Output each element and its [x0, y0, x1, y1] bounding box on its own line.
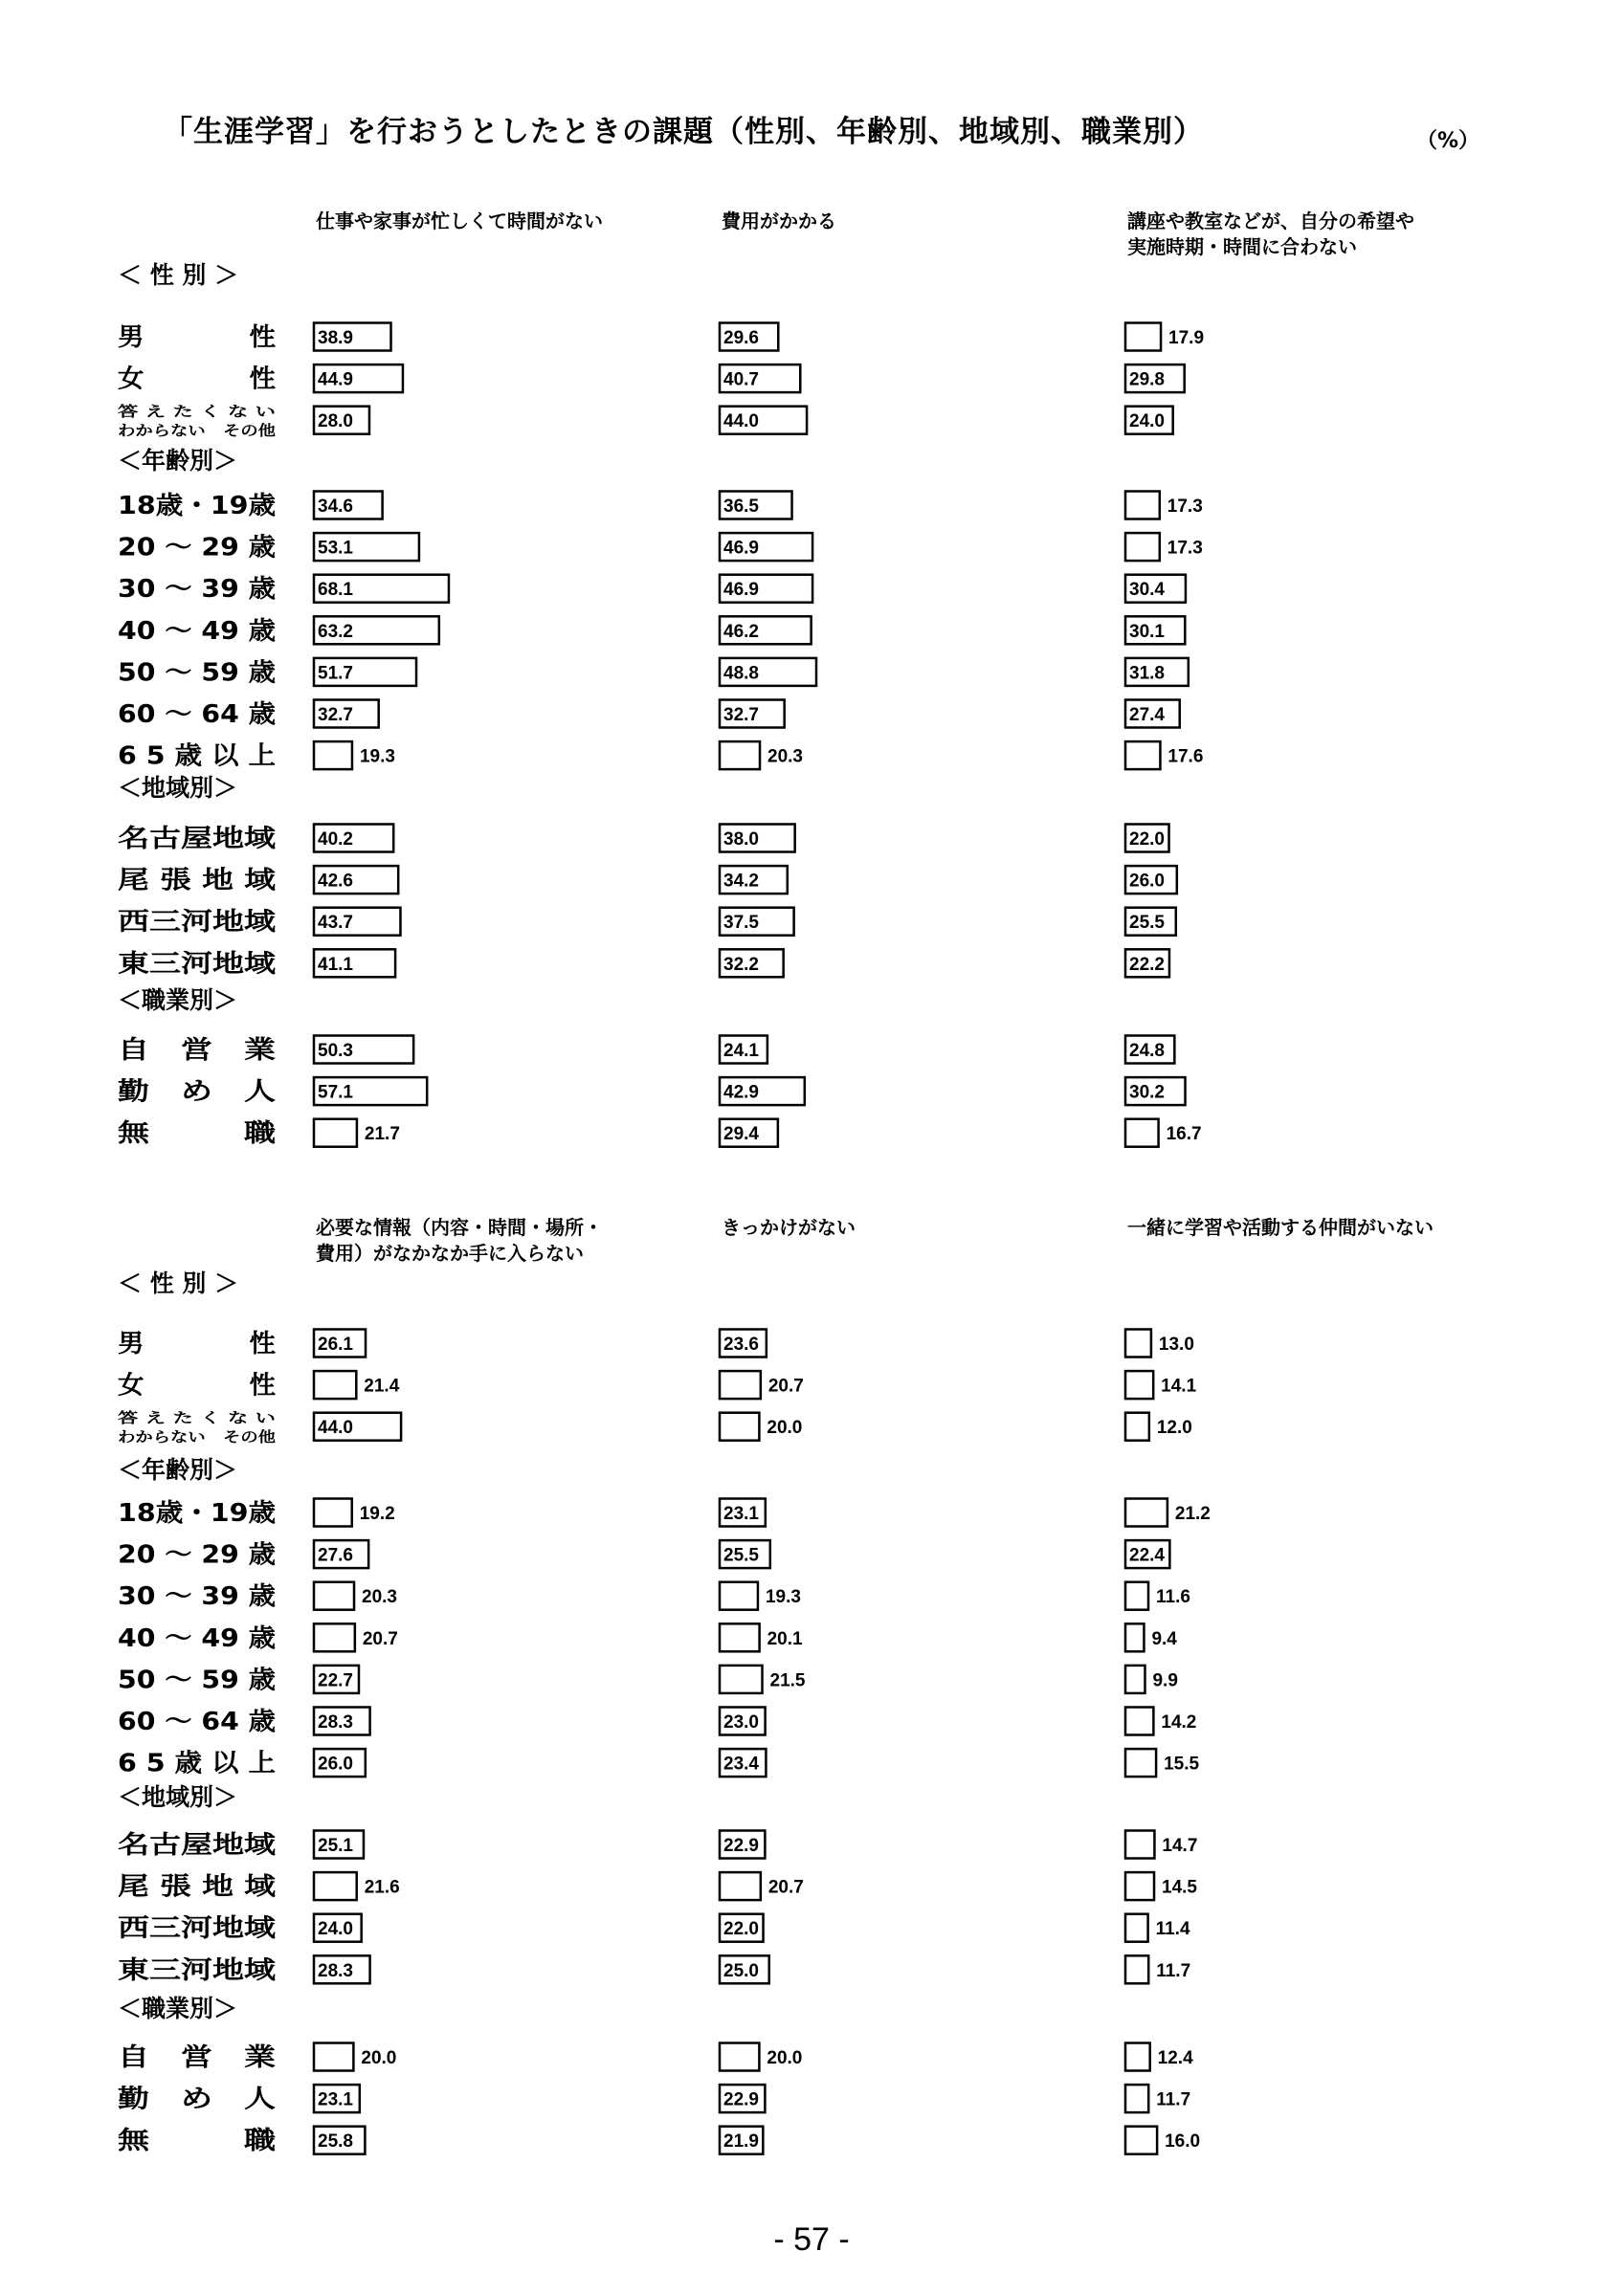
row-label: 東三河地域 [118, 949, 278, 979]
data-label: 23.0 [723, 1712, 759, 1733]
data-label: 11.7 [1156, 1960, 1191, 1981]
data-label: 29.6 [723, 328, 759, 348]
data-label: 29.4 [723, 1124, 759, 1145]
bar [314, 1623, 355, 1651]
row-label: 答 え た く な い [118, 403, 276, 421]
data-label: 43.7 [318, 913, 353, 934]
data-label: 57.1 [318, 1082, 353, 1103]
bar [1125, 1582, 1148, 1610]
bar [1125, 2127, 1157, 2154]
data-label: 24.1 [723, 1041, 759, 1061]
row-label: 60 ～ 64 歳 [118, 1708, 276, 1736]
row-label: 男 性 [118, 323, 276, 352]
data-label: 44.0 [723, 411, 759, 432]
bar [1125, 1499, 1167, 1527]
row-label: 尾 張 地 域 [118, 866, 278, 895]
group-label: ＜年齢別＞ [118, 447, 238, 475]
bar [720, 2043, 759, 2071]
data-label: 48.8 [723, 663, 759, 684]
bar [1125, 1914, 1148, 1942]
data-label: 63.2 [318, 621, 353, 642]
data-label: 22.4 [1129, 1545, 1165, 1566]
row-label: 50 ～ 59 歳 [118, 1666, 276, 1695]
row-label: 答 え た く な い [118, 1409, 276, 1427]
group-label: ＜職業別＞ [118, 986, 238, 1014]
group-label: ＜ 性 別 ＞ [118, 261, 239, 289]
data-label: 37.5 [723, 913, 759, 934]
bar [314, 1499, 352, 1527]
data-label: 21.9 [723, 2131, 759, 2152]
data-label: 17.3 [1167, 538, 1203, 559]
data-label: 12.0 [1156, 1418, 1192, 1439]
data-label: 38.9 [318, 328, 353, 348]
data-label: 19.3 [359, 746, 395, 767]
bar [1125, 1955, 1148, 1983]
data-label: 14.2 [1161, 1712, 1197, 1733]
data-label: 53.1 [318, 538, 353, 559]
row-label: 女 性 [118, 1371, 276, 1401]
data-label: 25.5 [1129, 913, 1165, 934]
column-title: 実施時期・時間に合わない [1127, 235, 1357, 258]
row-label: 18歳・19歳 [118, 492, 276, 520]
group-label: ＜地域別＞ [118, 774, 238, 802]
row-label: 30 ～ 39 歳 [118, 575, 276, 605]
data-label: 25.5 [723, 1545, 759, 1566]
row-label: 6 5 歳 以 上 [118, 741, 276, 771]
group-label: ＜地域別＞ [118, 1783, 238, 1811]
data-label: 27.6 [318, 1545, 353, 1566]
row-label: 20 ～ 29 歳 [118, 533, 276, 563]
data-label: 20.1 [767, 1628, 803, 1649]
bar [1125, 1330, 1151, 1358]
data-label: 24.0 [318, 1919, 353, 1940]
bar [1125, 1623, 1144, 1651]
data-label: 34.2 [723, 871, 759, 892]
data-label: 41.1 [318, 954, 353, 975]
bar [720, 1872, 761, 1900]
row-label: わからない その他 [118, 422, 276, 440]
data-label: 23.1 [723, 1504, 759, 1524]
bar [314, 741, 352, 769]
data-label: 29.8 [1129, 369, 1165, 390]
data-label: 23.6 [723, 1335, 759, 1355]
row-label: 勤 め 人 [118, 2085, 276, 2114]
bar [720, 741, 760, 769]
data-label: 25.1 [318, 1836, 353, 1856]
column-title: 一緒に学習や活動する仲間がいない [1127, 1216, 1434, 1239]
data-label: 30.1 [1129, 621, 1165, 642]
data-label: 19.3 [765, 1587, 801, 1608]
data-label: 28.3 [318, 1960, 353, 1981]
bar [1125, 741, 1160, 769]
row-label: 名古屋地域 [118, 1831, 278, 1860]
data-label: 17.3 [1167, 497, 1203, 517]
data-label: 28.3 [318, 1712, 353, 1733]
row-label: 自 営 業 [118, 2043, 276, 2072]
data-label: 26.0 [318, 1754, 353, 1775]
bar [720, 1623, 760, 1651]
row-label: 40 ～ 49 歳 [118, 616, 276, 646]
data-label: 50.3 [318, 1041, 353, 1061]
row-label: 無 職 [118, 2127, 243, 2156]
data-label: 31.8 [1129, 663, 1165, 684]
data-label: 32.2 [723, 954, 759, 975]
row-label: 男 性 [118, 1330, 276, 1358]
data-label: 21.5 [769, 1670, 806, 1691]
row-label: 西三河地域 [118, 1914, 278, 1944]
bar [1125, 1708, 1153, 1735]
data-label: 22.9 [723, 1836, 759, 1856]
data-label: 11.6 [1156, 1587, 1190, 1608]
data-label: 21.4 [364, 1376, 400, 1397]
row-label: 自 営 業 [118, 1036, 276, 1065]
row-label: 50 ～ 59 歳 [118, 658, 276, 688]
data-label: 32.7 [318, 705, 353, 725]
unit-label: （%） [1416, 129, 1480, 153]
data-label: 24.8 [1129, 1041, 1165, 1061]
bar [1125, 1413, 1149, 1441]
bar [720, 1582, 758, 1610]
data-label: 14.5 [1162, 1877, 1197, 1898]
bar [1125, 492, 1160, 519]
data-label: 34.6 [318, 497, 353, 517]
data-label: 21.7 [364, 1124, 400, 1145]
row-label: 尾 張 地 域 [118, 1872, 278, 1902]
page-title: 「生涯学習」を行おうとしたときの課題（性別、年齢別、地域別、職業別） [163, 115, 1204, 149]
data-label: 46.9 [723, 538, 759, 559]
data-label: 25.8 [318, 2131, 353, 2152]
data-label: 20.0 [361, 2048, 397, 2068]
data-label: 27.4 [1129, 705, 1165, 725]
row-label: わからない その他 [118, 1428, 276, 1446]
bar [720, 1413, 759, 1441]
data-label: 20.7 [362, 1628, 398, 1649]
column-title: 講座や教室などが、自分の希望や [1127, 210, 1414, 232]
group-label: ＜ 性 別 ＞ [118, 1269, 239, 1297]
data-label: 23.1 [318, 2089, 353, 2110]
data-label: 26.0 [1129, 871, 1165, 892]
data-label: 42.9 [723, 1082, 759, 1103]
data-label: 30.2 [1129, 1082, 1165, 1103]
bar [1125, 1749, 1156, 1777]
bar [314, 1119, 357, 1147]
data-label: 20.7 [767, 1376, 804, 1397]
row-label: 西三河地域 [118, 908, 278, 938]
data-label: 68.1 [318, 580, 353, 601]
bar [1125, 1831, 1154, 1859]
data-label: 51.7 [318, 663, 353, 684]
data-label: 20.3 [767, 746, 804, 767]
data-label: 21.6 [364, 1877, 400, 1898]
data-label: 46.2 [723, 621, 759, 642]
page-number: - 57 - [773, 2221, 850, 2258]
data-label: 40.7 [723, 369, 759, 390]
data-label: 9.9 [1152, 1670, 1178, 1691]
row-label: 60 ～ 64 歳 [118, 700, 276, 729]
row-label: 東三河地域 [118, 1955, 278, 1985]
data-label: 28.0 [318, 411, 353, 432]
data-label: 44.0 [318, 1418, 353, 1439]
bar [1125, 2043, 1150, 2071]
row-label: 無 職 [118, 1119, 243, 1149]
row-label: 6 5 歳 以 上 [118, 1749, 276, 1778]
column-title: きっかけがない [722, 1216, 856, 1239]
column-title: 費用）がなかなか手に入らない [316, 1242, 584, 1265]
bar [1125, 1371, 1153, 1399]
bar [720, 1371, 761, 1399]
row-label: 40 ～ 49 歳 [118, 1623, 276, 1653]
data-label: 30.4 [1129, 580, 1165, 601]
bar [1125, 1872, 1154, 1900]
data-label: 13.0 [1158, 1335, 1194, 1355]
data-label: 19.2 [359, 1504, 395, 1524]
data-label: 12.4 [1157, 2048, 1193, 2068]
data-label: 23.4 [723, 1754, 759, 1775]
column-title: 費用がかかる [722, 210, 836, 232]
data-label: 22.0 [1129, 829, 1165, 850]
row-label: 名古屋地域 [118, 825, 278, 853]
group-label: ＜年齢別＞ [118, 1456, 238, 1484]
data-label: 38.0 [723, 829, 759, 850]
data-label: 22.2 [1129, 954, 1165, 975]
column-title: 仕事や家事が忙しくて時間がない [316, 210, 603, 232]
row-label: 女 性 [118, 364, 276, 394]
bar [1125, 1666, 1145, 1693]
bar [1125, 2085, 1148, 2112]
row-label: 20 ～ 29 歳 [118, 1540, 276, 1570]
data-label: 15.5 [1164, 1754, 1200, 1775]
row-label: 勤 め 人 [118, 1077, 276, 1107]
data-label: 22.9 [723, 2089, 759, 2110]
data-label: 9.4 [1151, 1628, 1177, 1649]
row-label: 18歳・19歳 [118, 1499, 276, 1528]
data-label: 44.9 [318, 369, 353, 390]
data-label: 14.7 [1162, 1836, 1198, 1856]
bar [314, 1371, 356, 1399]
data-label: 42.6 [318, 871, 353, 892]
data-label: 11.7 [1156, 2089, 1191, 2110]
data-label: 16.7 [1166, 1124, 1202, 1145]
data-label: 20.7 [767, 1877, 804, 1898]
data-label: 40.2 [318, 829, 353, 850]
bar [1125, 323, 1161, 351]
bar [314, 1582, 354, 1610]
data-label: 46.9 [723, 580, 759, 601]
data-label: 22.0 [723, 1919, 759, 1940]
column-title: 必要な情報（内容・時間・場所・ [316, 1216, 603, 1239]
group-label: ＜職業別＞ [118, 1995, 238, 2022]
row-label: 30 ～ 39 歳 [118, 1582, 276, 1612]
bar [314, 2043, 353, 2071]
data-label: 22.7 [318, 1670, 353, 1691]
data-label: 25.0 [723, 1960, 759, 1981]
bar [720, 1666, 763, 1693]
data-label: 21.2 [1174, 1504, 1211, 1524]
data-label: 11.4 [1155, 1919, 1190, 1940]
bar [1125, 1119, 1159, 1147]
data-label: 20.0 [767, 2048, 803, 2068]
data-label: 20.0 [767, 1418, 803, 1439]
bar [314, 1872, 357, 1900]
data-label: 26.1 [318, 1335, 353, 1355]
bar [1125, 533, 1160, 561]
data-label: 32.7 [723, 705, 759, 725]
data-label: 14.1 [1161, 1376, 1197, 1397]
data-label: 17.9 [1168, 328, 1205, 348]
data-label: 16.0 [1165, 2131, 1201, 2152]
data-label: 20.3 [362, 1587, 398, 1608]
data-label: 36.5 [723, 497, 759, 517]
data-label: 24.0 [1129, 411, 1165, 432]
data-label: 17.6 [1167, 746, 1204, 767]
